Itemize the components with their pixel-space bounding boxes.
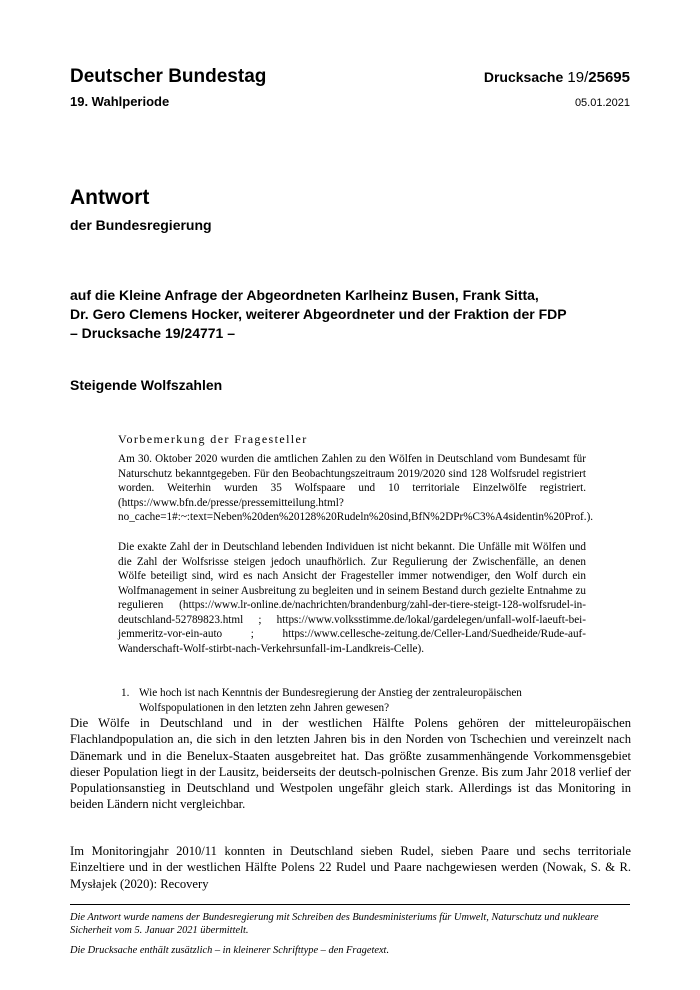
- footer-note: Die Antwort wurde namens der Bundesregierung mit Schreiben des Bundesministeriums für Umwelt, Naturschutz und nukleare Sicherheit vom 5. Januar 2021 übermittelt.: [70, 912, 599, 936]
- inquiry-line: auf die Kleine Anfrage der Abgeordneten Karlheinz Busen, Frank Sitta,: [70, 287, 539, 303]
- question-text: Wie hoch ist nach Kenntnis der Bundesregierung der Anstieg der zentraleuropäischen Wolfspopulationen in den letzten zehn Jahren gewesen?: [139, 687, 522, 714]
- institution-name: Deutscher Bundestag: [70, 66, 267, 87]
- answer-paragraph: Im Monitoringjahr 2010/11 konnten in Deutschland sieben Rudel, sieben Paare und sechs territoriale Einzeltiere und in der westlichen Hälfte Polens 22 Rudel und Paare nachgewiesen werden (Nowak, S. & R. Mysłajek (2020): Recovery: [70, 844, 631, 891]
- question-item: [118, 686, 588, 715]
- inquiry-line: – Drucksache 19/24771 –: [70, 325, 236, 341]
- legislative-period: 19. Wahlperiode: [70, 94, 170, 109]
- footer-divider: [70, 904, 630, 905]
- document-title: Antwort: [70, 186, 150, 209]
- drucksache-serial: 25695: [588, 69, 630, 86]
- preamble-paragraph: Am 30. Oktober 2020 wurden die amtlichen Zahlen zu den Wölfen in Deutschland vom Bundesamt für Naturschutz bekanntgegeben. Für den Beobachtungszeitraum 2019/2020 sind 128 Wolfsrudel registriert worden. Weiterhin wurden 35 Wolfspaare und 10 territoriale Einzelwölfe registriert. (https://www.bfn.de/presse/pressemitteilung.html?no_cache=1#:~:text=Neben%20den%20128%20Rudeln%20sind,BfN%2DPr%C3%A4sidentin%20Prof.).: [118, 453, 594, 523]
- question-number: 1.: [121, 687, 130, 699]
- inquiry-reference: [70, 286, 630, 343]
- topic-heading: Steigende Wolfszahlen: [70, 377, 223, 393]
- drucksache-label: Drucksache: [483, 69, 564, 85]
- footer-note: Die Drucksache enthält zusätzlich – in kleinerer Schrifttype – den Fragetext.: [70, 945, 390, 956]
- drucksache-number: [484, 69, 630, 86]
- document-date: 05.01.2021: [574, 97, 630, 109]
- answer-paragraph: Die Wölfe in Deutschland und in der westlichen Hälfte Polens gehören der mitteleuropäischen Flachlandpopulation an, die sich in den letzten Jahren bis in den Norden von Tschechien und vereinzelt nach Dänemark und in die Benelux-Staaten ausgebreitet hat. Das größte zusammenhängende Vorkommensgebiet dieser Population liegt in der Lausitz, beiderseits der deutsch-polnischen Grenze. Bis zum Jahr 2018 verlief der Populationsanstieg in Deutschland und Westpolen ungefähr gleich stark. Allerdings ist das Monitoring in beiden Ländern nicht vergleichbar.: [70, 716, 631, 812]
- drucksache-prefix: 19/: [567, 69, 589, 86]
- preamble-heading: Vorbemerkung der Fragesteller: [118, 432, 308, 446]
- document-subtitle: der Bundesregierung: [70, 217, 212, 233]
- inquiry-line: Dr. Gero Clemens Hocker, weiterer Abgeordneter und der Fraktion der FDP: [70, 306, 567, 322]
- preamble-paragraph: Die exakte Zahl der in Deutschland lebenden Individuen ist nicht bekannt. Die Unfälle mit Wölfen und die Zahl der Wolfsrisse steigen jedoch unaufhörlich. Zur Regulierung der Zwischenfälle, an denen Wölfe beteiligt sind, wird es nach Ansicht der Fragesteller immer notwendiger, den Wolf durch ein Wolfmanagement in seiner Ausbreitung zu begleiten und in seinem Bestand durch gezielte Entnahme zu regulieren (https://www.lr-online.de/nachrichten/brandenburg/zahl-der-tiere-steigt-128-wolfsrudel-in-deutschland-52789823.html ; https://www.volksstimme.de/lokal/gardelegen/unfall-wolf-laeuft-bei-jemmeritz-vor-ein-auto ; https://www.cellesche-zeitung.de/Celler-Land/Suedheide/Rude-auf-Wanderschaft-Wolf-stirbt-nach-Verkehrsunfall-im-Landkreis-Celle).: [118, 541, 586, 655]
